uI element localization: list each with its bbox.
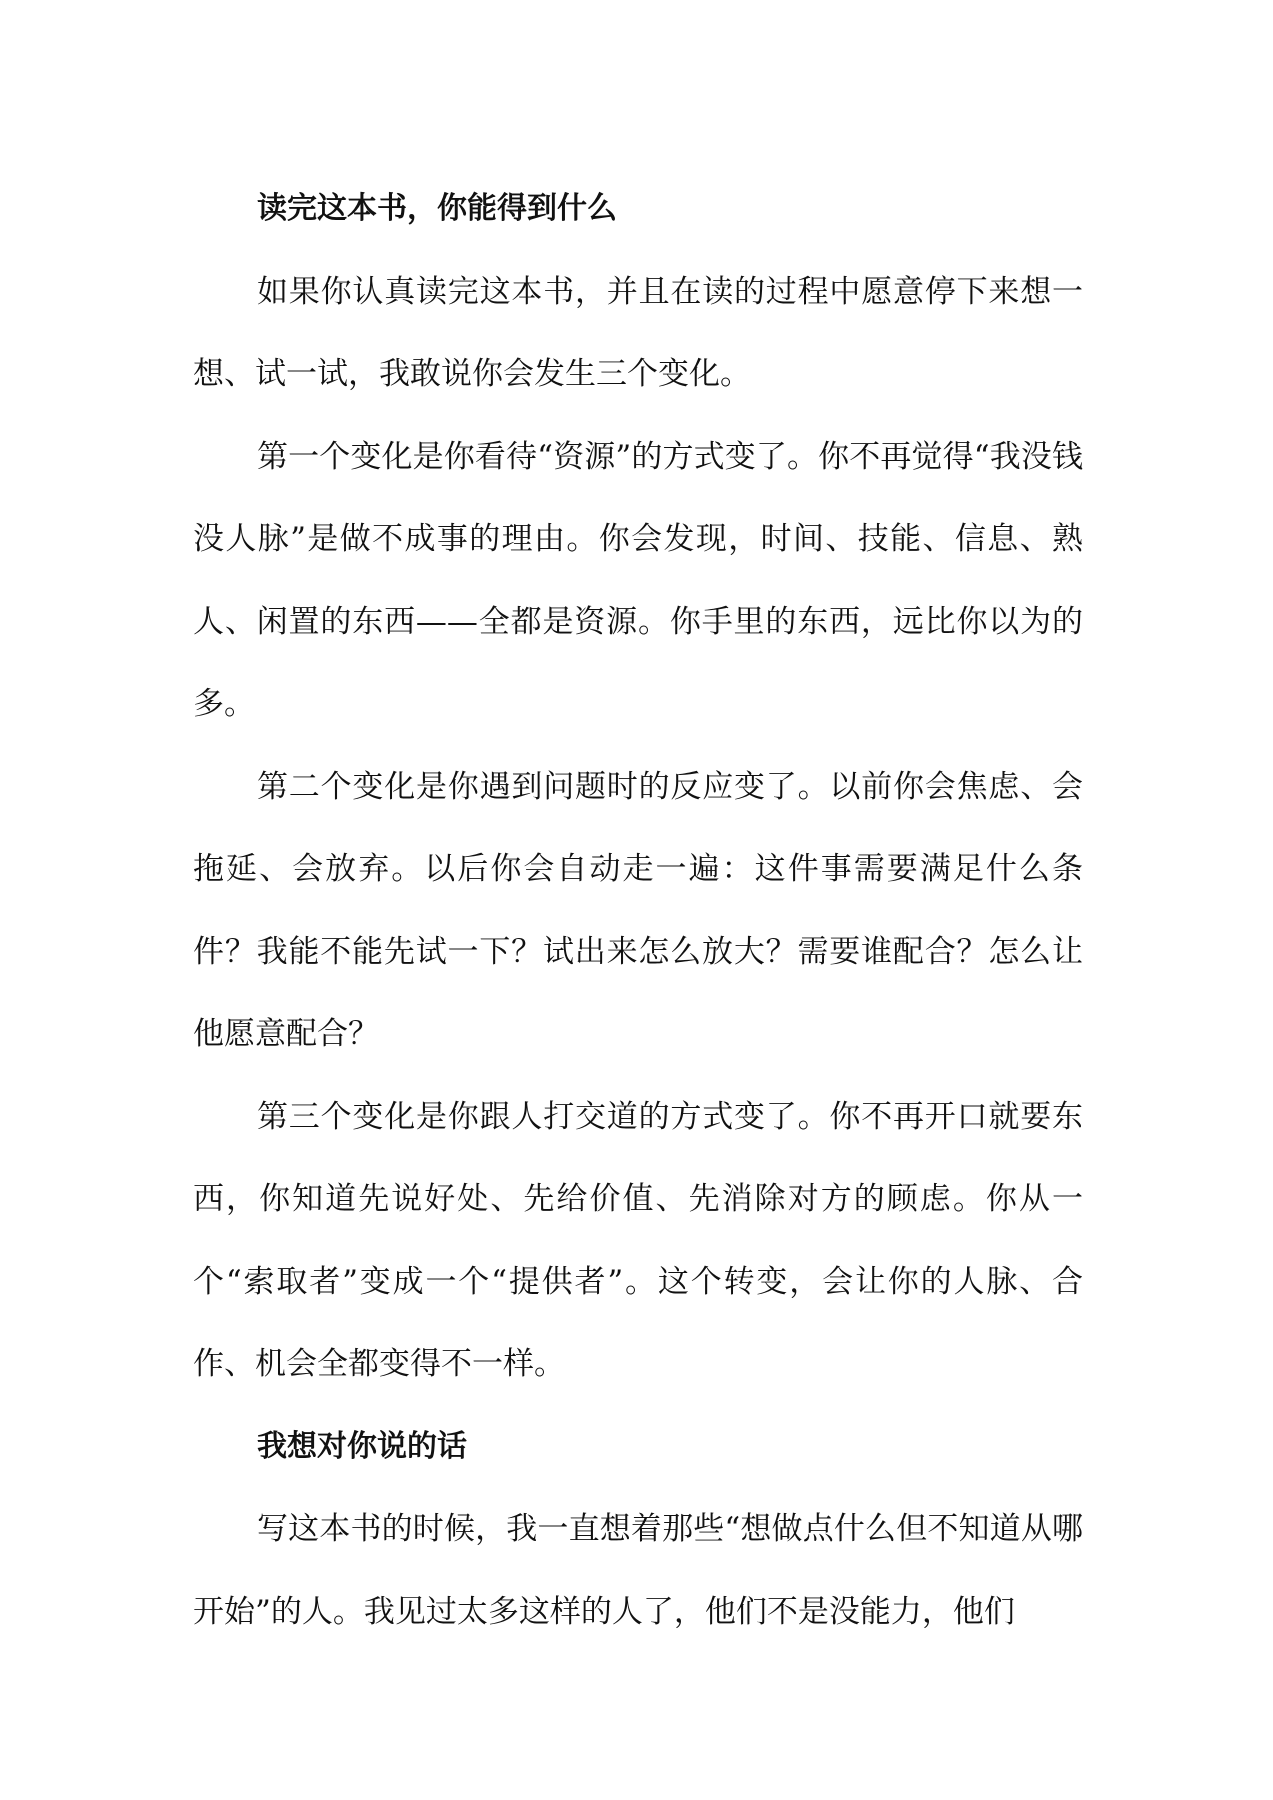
document-body [193,168,1083,1653]
paragraph-change-one: 第一个变化是你看待“资源”的方式变了。你不再觉得“我没钱没人脉”是做不成事的理由。你会发现，时间、技能、信息、熟人、闲置的东西——全都是资源。你手里的东西，远比你以为的多。 [193,438,1083,722]
section-heading-what-you-gain: 读完这本书，你能得到什么 [257,191,617,226]
paragraph-author-note: 写这本书的时候，我一直想着那些“想做点什么但不知道从哪开始”的人。我见过太多这样的人了，他们不是没能力，他们 [193,1511,1083,1630]
paragraph-intro: 如果你认真读完这本书，并且在读的过程中愿意停下来想一想、试一试，我敢说你会发生三个变化。 [193,273,1083,392]
section-heading-words-to-you: 我想对你说的话 [257,1428,467,1464]
paragraph-change-two: 第二个变化是你遇到问题时的反应变了。以前你会焦虑、会拖延、会放弃。以后你会自动走一遍：这件事需要满足什么条件？我能不能先试一下？试出来怎么放大？需要谁配合？怎么让他愿意配合？ [193,768,1083,1052]
paragraph-change-three: 第三个变化是你跟人打交道的方式变了。你不再开口就要东西，你知道先说好处、先给价值、先消除对方的顾虑。你从一个“索取者”变成一个“提供者”。这个转变，会让你的人脉、合作、机会全都变得不一样。 [193,1098,1083,1382]
